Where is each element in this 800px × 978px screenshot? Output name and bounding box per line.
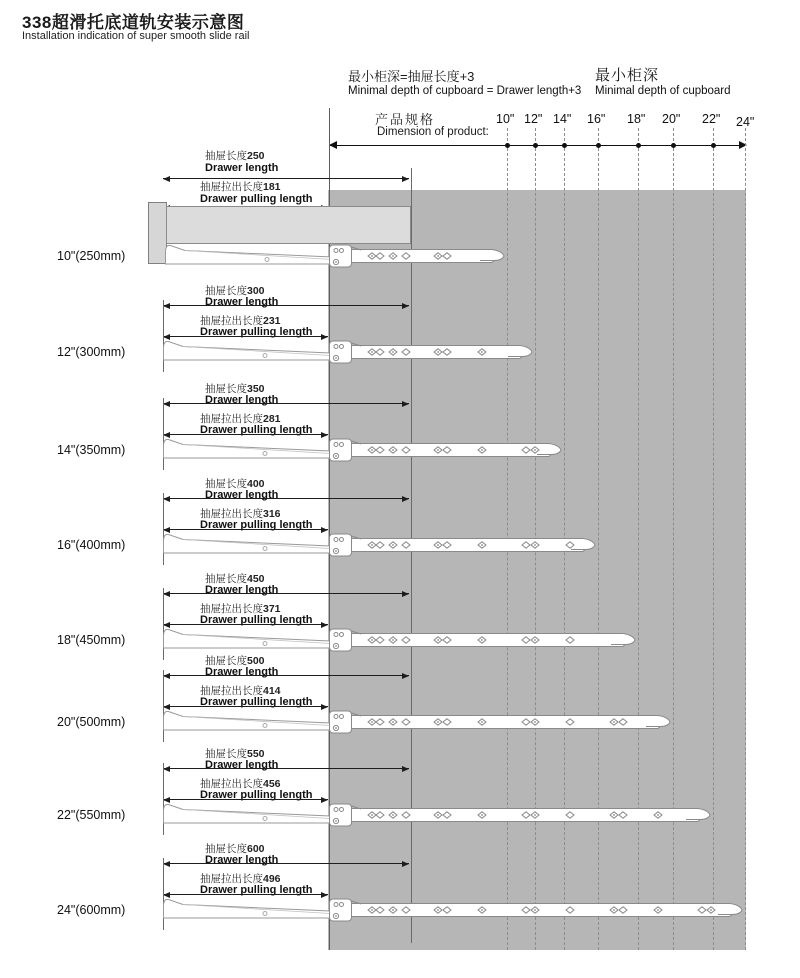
cupboard-block (328, 190, 746, 950)
drawer-length-label-cn: 抽屉长度250 (205, 150, 265, 162)
drawer-length-label-cn: 抽屉长度600 (205, 843, 265, 855)
size-label: 10"(250mm) (57, 249, 126, 263)
pulling-length-label-en: Drawer pulling length (200, 696, 313, 708)
drawer-length-label-en: Drawer length (205, 854, 279, 866)
slide-rail-graphic (328, 800, 716, 830)
pulling-length-label-en: Drawer pulling length (200, 884, 313, 896)
drawer-length-dimension (163, 178, 409, 179)
column-label-24in: 24" (736, 115, 755, 129)
drawer-length-dimension (163, 403, 409, 404)
pulling-length-label-cn: 抽屉拉出长度316 (200, 508, 281, 520)
pulling-length-label-en: Drawer pulling length (200, 614, 313, 626)
column-dashed-line (745, 128, 746, 950)
pulling-length-label-en: Drawer pulling length (200, 789, 313, 801)
drawer-length-dimension (163, 768, 409, 769)
axis-tick-dot (533, 143, 538, 148)
size-label: 16"(400mm) (57, 538, 126, 552)
size-label: 18"(450mm) (57, 633, 126, 647)
min-depth-note-en: Minimal depth of cupboard (595, 85, 731, 97)
axis-arrow-left (329, 141, 337, 149)
size-label: 24"(600mm) (57, 903, 126, 917)
drawer-length-label-en: Drawer length (205, 584, 279, 596)
axis-tick-dot (596, 143, 601, 148)
axis-tick-dot (505, 143, 510, 148)
drawer-member-graphic (164, 242, 334, 266)
min-depth-note-cn: 最小柜深 (595, 67, 660, 84)
drawer-length-label-cn: 抽屉长度350 (205, 383, 265, 395)
drawer-length-dimension (163, 305, 409, 306)
axis-tick-dot (636, 143, 641, 148)
pulling-length-label-cn: 抽屉拉出长度281 (200, 413, 281, 425)
pulling-length-label-cn: 抽屉拉出长度496 (200, 873, 281, 885)
pulling-length-dimension (163, 434, 328, 435)
pulling-length-dimension (163, 799, 328, 800)
drawer-length-label-cn: 抽屉长度400 (205, 478, 265, 490)
pulling-length-dimension (163, 624, 328, 625)
drawer-length-dimension (163, 593, 409, 594)
column-label-12in: 12" (524, 112, 543, 126)
drawer-member-graphic (162, 801, 332, 825)
drawer-length-label-en: Drawer length (205, 296, 279, 308)
slide-rail-graphic (328, 530, 601, 560)
formula-note-cn: 最小柜深=抽屉长度+3 (348, 69, 475, 84)
size-label: 20"(500mm) (57, 715, 126, 729)
axis-tick-dot (711, 143, 716, 148)
formula-note-en: Minimal depth of cupboard = Drawer length+3 (348, 85, 582, 97)
drawer-length-label-en: Drawer length (205, 666, 279, 678)
drawer-length-label-cn: 抽屉长度550 (205, 748, 265, 760)
column-label-14in: 14" (553, 112, 572, 126)
drawer-member-graphic (162, 626, 332, 650)
axis-tick-dot (671, 143, 676, 148)
product-spec-label-en: Dimension of product: (377, 126, 489, 138)
drawer-member-graphic (162, 436, 332, 460)
drawer-length-label-cn: 抽屉长度300 (205, 285, 265, 297)
page-subtitle: Installation indication of super smooth slide rail (22, 30, 250, 42)
drawer-member-graphic (162, 338, 332, 362)
drawer-length-dimension (163, 498, 409, 499)
drawer-length-label-cn: 抽屉长度500 (205, 655, 265, 667)
pulling-length-label-en: Drawer pulling length (200, 424, 313, 436)
pulling-length-label-cn: 抽屉拉出长度456 (200, 778, 281, 790)
column-label-20in: 20" (662, 112, 681, 126)
slide-rail-graphic (328, 625, 641, 655)
pulling-length-label-cn: 抽屉拉出长度231 (200, 315, 281, 327)
product-spec-label-cn: 产品规格 (375, 112, 436, 127)
size-label: 22"(550mm) (57, 808, 126, 822)
drawer-length-label-en: Drawer length (205, 759, 279, 771)
pulling-length-label-en: Drawer pulling length (200, 326, 313, 338)
pulling-length-label-en: Drawer pulling length (200, 519, 313, 531)
drawer-length-dimension (163, 675, 409, 676)
drawer-length-label-en: Drawer length (205, 394, 279, 406)
slide-rail-graphic (328, 707, 676, 737)
drawer-length-label-en: Drawer length (205, 489, 279, 501)
pulling-length-label-cn: 抽屉拉出长度414 (200, 685, 281, 697)
drawer-length-label-en: Drawer length (205, 162, 279, 174)
pulling-length-dimension (163, 336, 328, 337)
slide-rail-graphic (328, 435, 567, 465)
page-title: 338超滑托底道轨安装示意图 (22, 13, 245, 32)
drawer-body (166, 206, 411, 244)
column-label-10in: 10" (496, 112, 515, 126)
column-label-18in: 18" (627, 112, 646, 126)
size-label: 12"(300mm) (57, 345, 126, 359)
column-label-22in: 22" (702, 112, 721, 126)
pulling-length-dimension (163, 706, 328, 707)
pulling-length-label-en: Drawer pulling length (200, 193, 313, 205)
drawer-member-graphic (162, 708, 332, 732)
size-label: 14"(350mm) (57, 443, 126, 457)
drawer-length-label-cn: 抽屉长度450 (205, 573, 265, 585)
drawer-member-graphic (162, 896, 332, 920)
slide-rail-graphic (328, 895, 748, 925)
drawer-length-dimension (163, 863, 409, 864)
column-label-16in: 16" (587, 112, 606, 126)
slide-rail-graphic (328, 241, 510, 271)
axis-tick-dot (562, 143, 567, 148)
pulling-length-dimension (163, 529, 328, 530)
pulling-length-label-cn: 抽屉拉出长度181 (200, 181, 281, 193)
pulling-length-dimension (163, 894, 328, 895)
drawer-member-graphic (162, 531, 332, 555)
pulling-length-label-cn: 抽屉拉出长度371 (200, 603, 281, 615)
slide-rail-graphic (328, 337, 538, 367)
